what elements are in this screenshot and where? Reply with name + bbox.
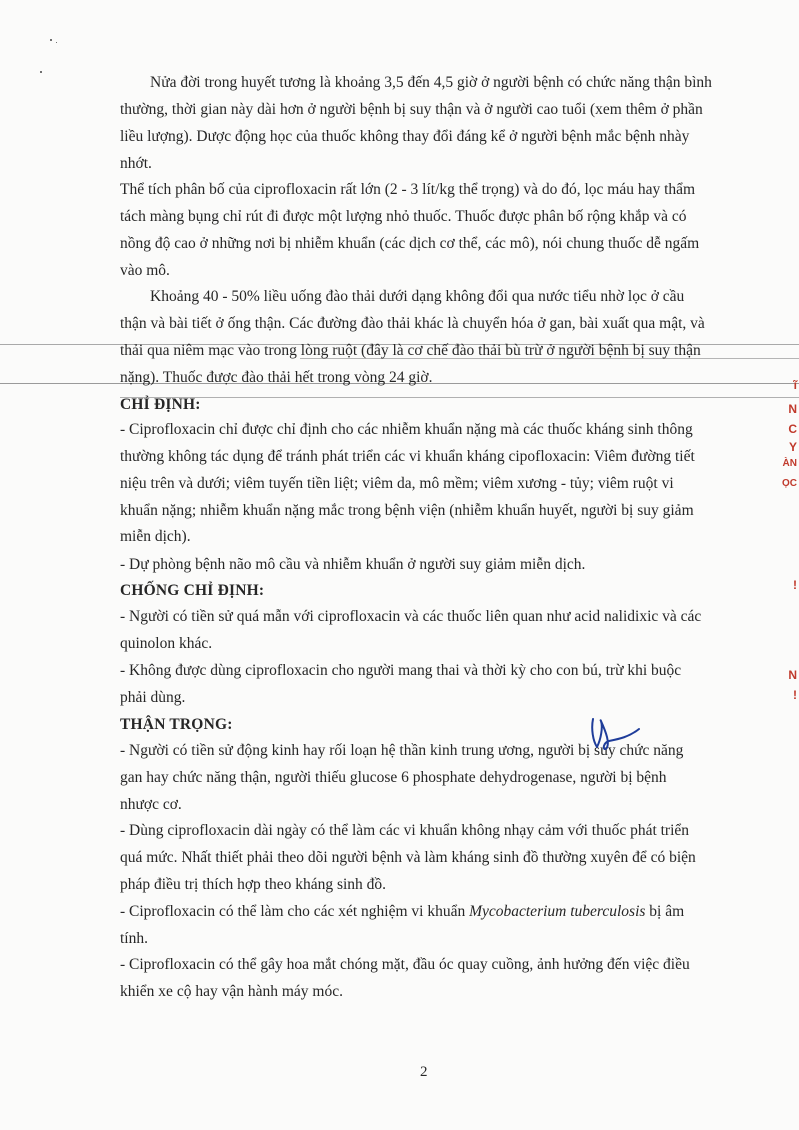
text-line <box>120 207 687 227</box>
line-text: miễn dịch). <box>120 528 191 545</box>
text-line <box>150 287 684 307</box>
text-line <box>120 127 689 147</box>
text-line <box>120 447 695 467</box>
text-line <box>120 795 182 815</box>
species-name: Mycobacterium tuberculosis <box>469 903 646 920</box>
text-line <box>150 73 712 93</box>
section-heading <box>120 715 233 735</box>
line-text: vào mô. <box>120 262 170 279</box>
line-text: niệu trên và dưới; viêm tuyến tiền liệt; viêm da, mô mềm; viêm xương - tủy; viêm ruột vi <box>120 475 674 492</box>
line-text: nồng độ cao ở những nơi bị nhiễm khuẩn (các dịch cơ thể, các mô), nói chung thuốc dễ ngấm <box>120 235 700 252</box>
text-line <box>120 955 690 975</box>
text-line <box>120 100 703 120</box>
text-line <box>120 634 212 654</box>
text-line <box>120 768 667 788</box>
line-text: CHỈ ĐỊNH: <box>120 396 201 413</box>
line-text: THẬN TRỌNG: <box>120 716 233 733</box>
page-number: 2 <box>420 1064 428 1080</box>
text-line <box>120 607 701 627</box>
signature-mark <box>585 715 645 760</box>
line-text: nặng). Thuốc được đào thải hết trong vòng 24 giờ. <box>120 369 433 386</box>
red-stamp-edge: ĩ N C Y ÀN ỌC ! N ! <box>782 378 797 702</box>
scan-speck <box>40 71 42 73</box>
line-text: nhược cơ. <box>120 796 182 813</box>
line-text: tách màng bụng chỉ rút đi được một lượng nhỏ thuốc. Thuốc được phân bố rộng khắp và có <box>120 208 687 225</box>
text-line <box>120 368 433 388</box>
text-line <box>120 501 694 521</box>
line-text: - Dùng ciprofloxacin dài ngày có thể làm các vi khuẩn không nhạy cảm với thuốc phát triển <box>120 822 690 839</box>
line-text-continued: bị âm <box>645 903 685 920</box>
text-line <box>120 420 693 440</box>
text-line <box>120 341 701 361</box>
line-text: gan hay chức năng thận, người thiếu glucose 6 phosphate dehydrogenase, người bị bệnh <box>120 769 667 786</box>
line-text: thường, thời gian này dài hơn ở người bệnh bị suy thận và ở người cao tuổi (xem thêm ở phần <box>120 101 703 118</box>
line-text: - Ciprofloxacin có thể làm cho các xét nghiệm vi khuẩn <box>120 903 470 920</box>
text-line <box>120 555 585 575</box>
text-line <box>120 474 674 494</box>
text-line <box>120 848 696 868</box>
line-text: - Dự phòng bệnh não mô cầu và nhiễm khuẩn ở người suy giảm miễn dịch. <box>120 556 586 573</box>
line-text: khiển xe cộ hay vận hành máy móc. <box>120 983 343 1000</box>
text-line <box>120 261 170 281</box>
line-text: liều lượng). Dược động học của thuốc không thay đổi đáng kể ở người bệnh mắc bệnh nhày <box>120 128 690 145</box>
line-text: nhớt. <box>120 155 152 172</box>
line-text: - Ciprofloxacin chỉ được chỉ định cho các nhiễm khuẩn nặng mà các thuốc kháng sinh thông <box>120 421 693 438</box>
line-text: quá mức. Nhất thiết phải theo dõi người bệnh và làm kháng sinh đồ thường xuyên để có biện <box>120 849 696 866</box>
text-line <box>120 688 185 708</box>
text-line <box>120 154 152 174</box>
text-line <box>120 902 684 922</box>
scan-rule-line <box>120 397 799 398</box>
line-text: thải qua niêm mạc vào trong lòng ruột (đây là cơ chế đào thải bù trừ ở người bệnh bị suy thận <box>120 342 701 359</box>
line-text: - Người có tiền sử động kinh hay rối loạn hệ thần kinh trung ương, người bị suy chức năng <box>120 742 684 759</box>
line-text: tính. <box>120 930 148 947</box>
line-text: thường không tác dụng để tránh phát triển các vi khuẩn kháng cipofloxacin: Viêm đường tiết <box>120 448 695 465</box>
text-line <box>120 314 705 334</box>
line-text: Khoảng 40 - 50% liều uống đào thải dưới dạng không đổi qua nước tiểu nhờ lọc ở cầu <box>150 288 685 305</box>
line-text: - Ciprofloxacin có thể gây hoa mắt chóng mặt, đầu óc quay cuồng, ảnh hưởng đến việc điều <box>120 956 690 973</box>
line-text: - Không được dùng ciprofloxacin cho người mang thai và thời kỳ cho con bú, trừ khi buộc <box>120 662 682 679</box>
text-line <box>120 234 699 254</box>
line-text: thận và bài tiết ở ống thận. Các đường đào thải khác là chuyển hóa ở gan, bài xuất qua mật, và <box>120 315 705 332</box>
text-line <box>120 527 191 547</box>
line-text: Nửa đời trong huyết tương là khoảng 3,5 đến 4,5 giờ ở người bệnh có chức năng thận bình <box>150 74 712 91</box>
text-line <box>120 180 695 200</box>
line-text: CHỐNG CHỈ ĐỊNH: <box>120 582 265 599</box>
scan-speck <box>56 42 57 43</box>
line-text: quinolon khác. <box>120 635 213 652</box>
section-heading <box>120 395 201 415</box>
text-line <box>120 982 343 1002</box>
section-heading <box>120 581 264 601</box>
scan-speck <box>50 39 52 41</box>
line-text: - Người có tiền sử quá mẫn với ciprofloxacin và các thuốc liên quan như acid nalidixic và các <box>120 608 702 625</box>
text-line <box>120 875 386 895</box>
line-text: phải dùng. <box>120 689 186 706</box>
text-line <box>120 821 689 841</box>
text-line <box>120 661 681 681</box>
line-text: khuẩn nặng; nhiễm khuẩn nặng mắc trong bệnh viện (nhiễm khuẩn huyết, người bị suy giảm <box>120 502 694 519</box>
text-line <box>120 929 148 949</box>
line-text: Thể tích phân bố của ciprofloxacin rất lớn (2 - 3 lít/kg thể trọng) và do đó, lọc máu hay thẩm <box>120 181 696 198</box>
line-text: pháp điều trị thích hợp theo kháng sinh đồ. <box>120 876 387 893</box>
